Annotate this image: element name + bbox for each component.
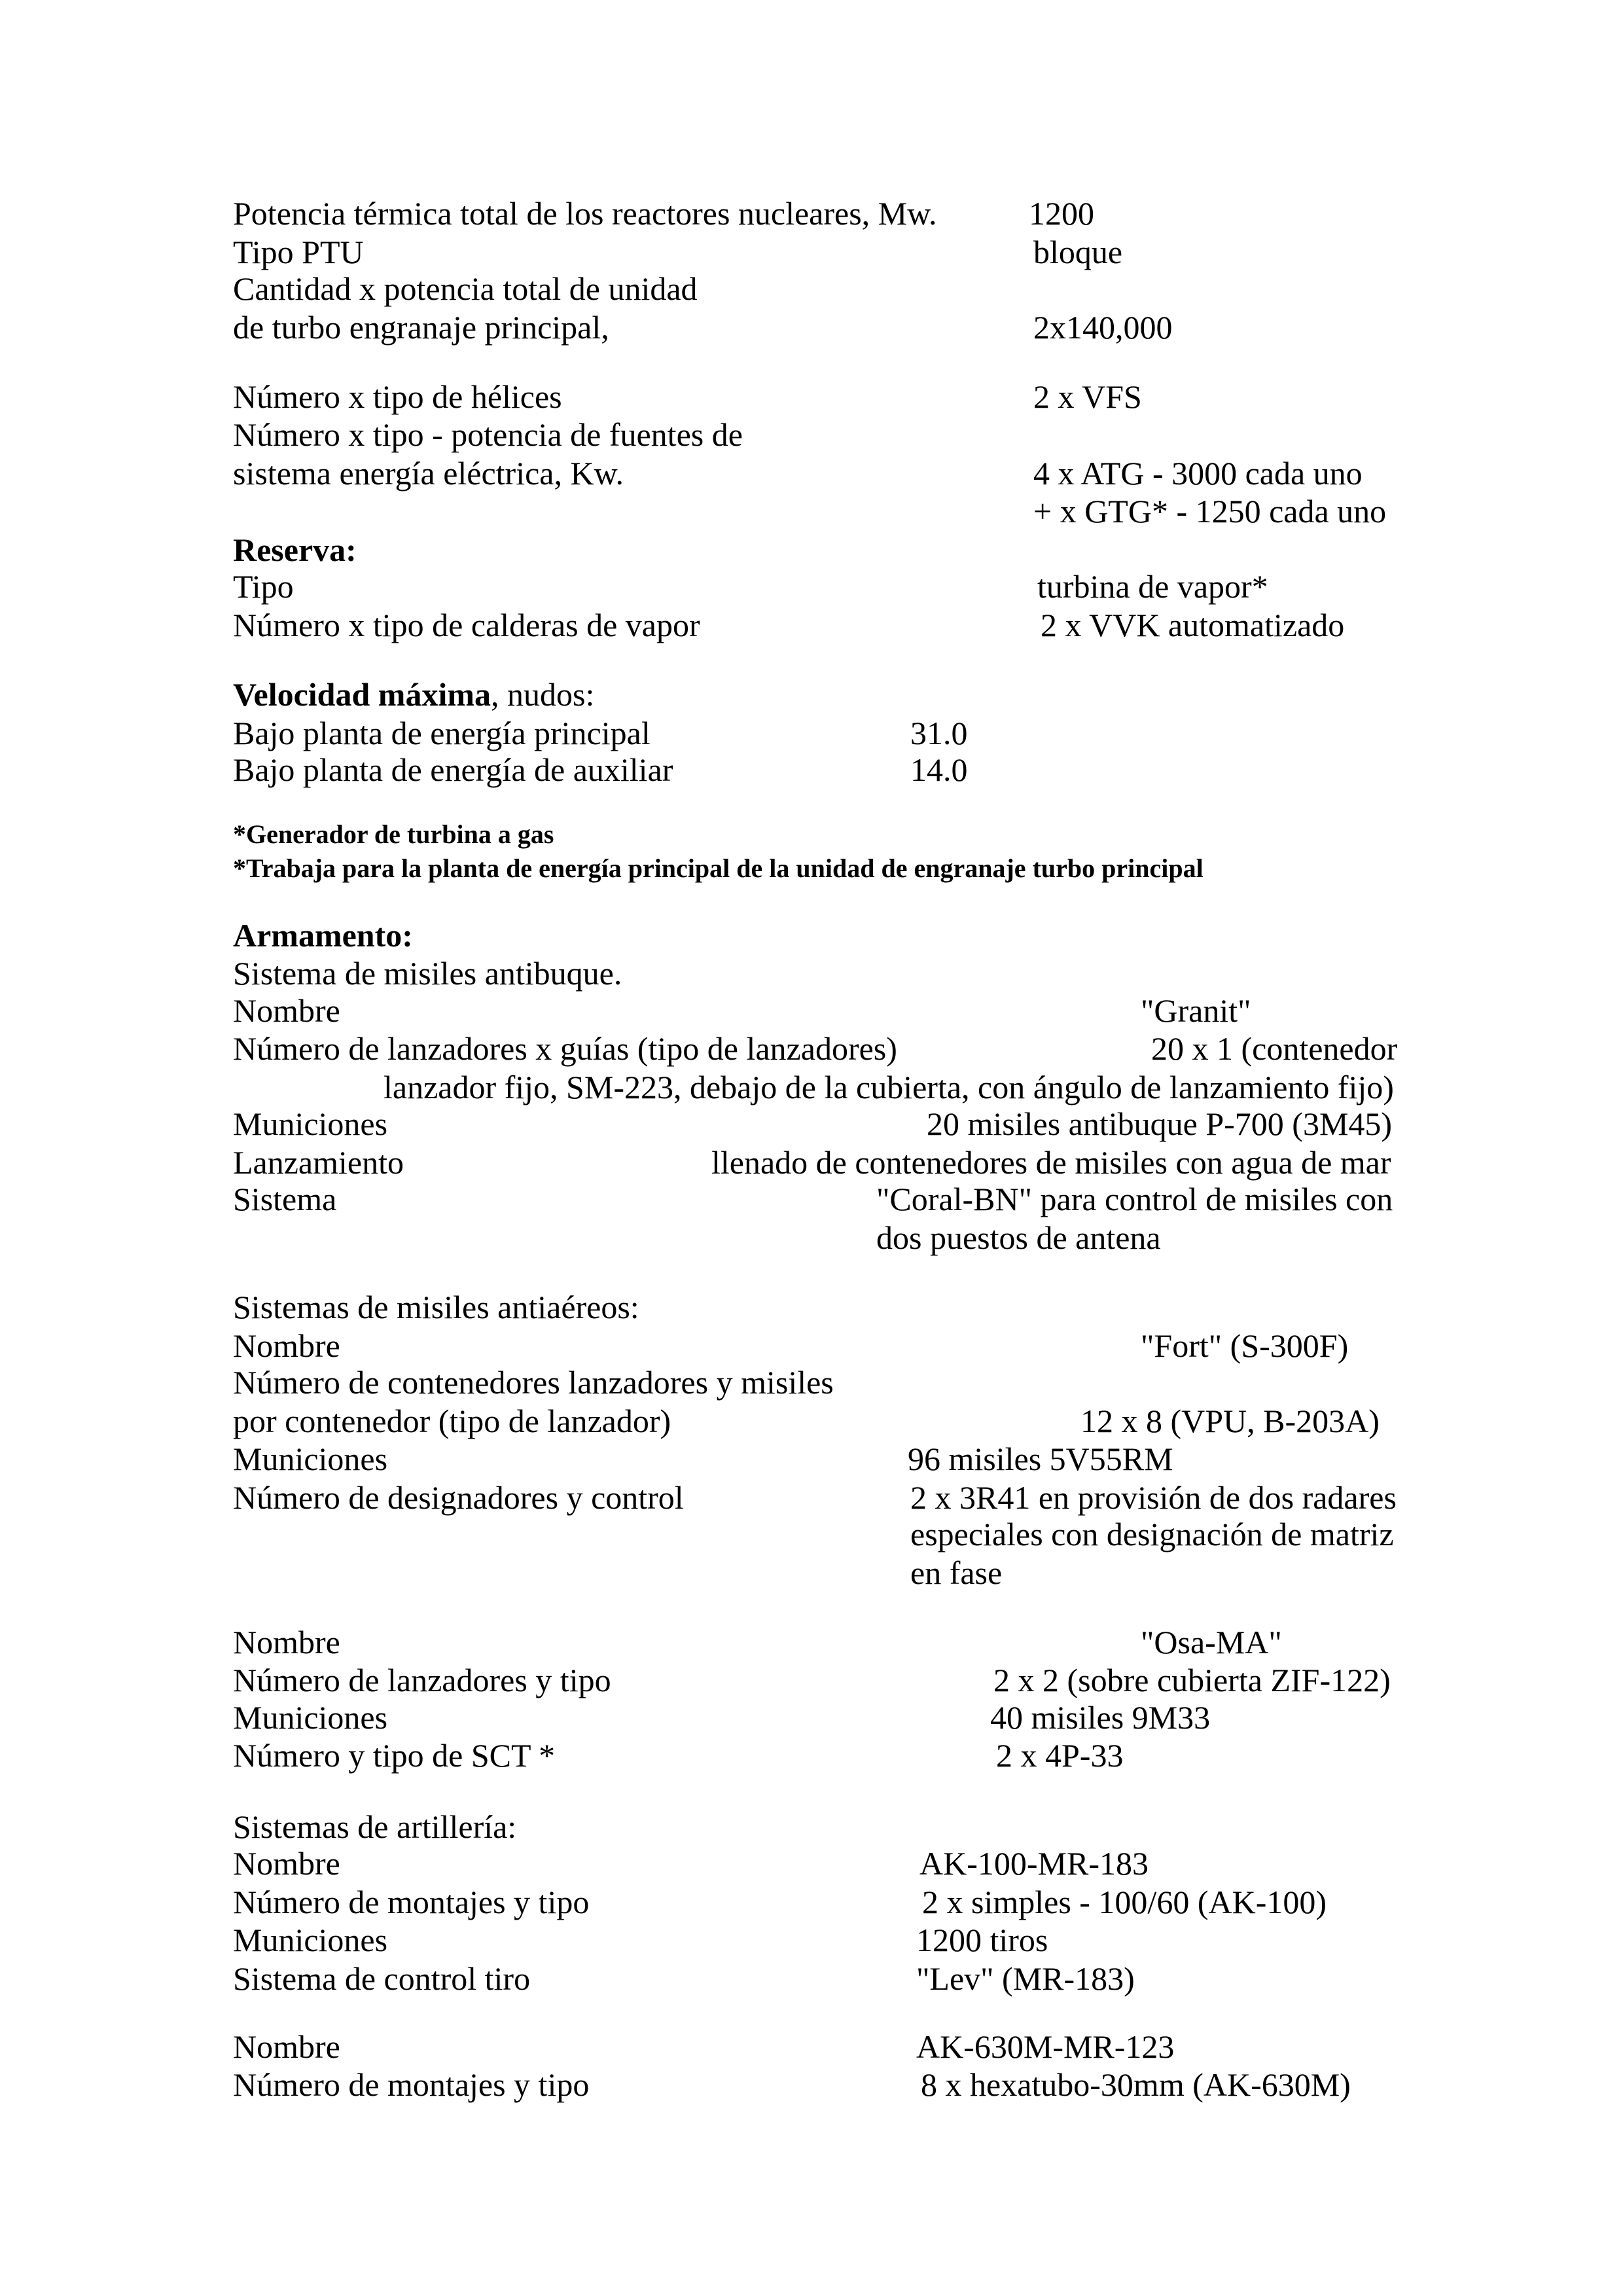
spec-value: 20 misiles antibuque P-700 (3M45) [927,1105,1393,1142]
spec-value: 2x140,000 [1033,309,1173,346]
spec-label: por contenedor (tipo de lanzador) [233,1403,671,1439]
spec-label: Lanzamiento [233,1144,404,1181]
spec-value: "Granit" [1141,992,1251,1029]
spec-label: Municiones [233,1922,388,1958]
spec-value: 1200 tiros [916,1922,1048,1958]
spec-value: "Lev" (MR-183) [916,1960,1135,1997]
spec-value: 14.0 [910,751,968,788]
subsection-heading: Sistema de misiles antibuque. [233,955,622,992]
spec-value: 8 x hexatubo-30mm (AK-630M) [921,2066,1351,2103]
spec-label: Sistema de control tiro [233,1960,531,1997]
spec-label: Tipo [233,568,294,605]
spec-label: Número de montajes y tipo [233,2066,590,2103]
spec-label: de turbo engranaje principal, [233,309,609,346]
spec-label: sistema energía eléctrica, Kw. [233,455,624,492]
spec-value: en fase [910,1554,1003,1591]
spec-value: turbina de vapor* [1037,568,1268,605]
spec-value: 40 misiles 9M33 [990,1699,1211,1736]
spec-value: AK-100-MR-183 [919,1845,1149,1882]
spec-value: 1200 [1029,195,1094,232]
subsection-heading: Sistemas de misiles antiaéreos: [233,1289,639,1325]
spec-value: "Fort" (S-300F) [1141,1327,1349,1364]
spec-label: Municiones [233,1105,388,1142]
spec-label: Bajo planta de energía de auxiliar [233,751,673,788]
spec-label: Municiones [233,1441,388,1477]
spec-value: 2 x VVK automatizado [1041,607,1345,643]
spec-label: Número x tipo - potencia de fuentes de [233,416,743,453]
footnote: *Trabaja para la planta de energía principal de la unidad de engranaje turbo principal [233,853,1204,883]
spec-label: Número x tipo de hélices [233,378,562,415]
spec-value: 4 x ATG - 3000 cada uno [1033,455,1363,492]
spec-label: Nombre [233,1845,340,1882]
spec-value: 96 misiles 5V55RM [908,1441,1173,1477]
spec-label: Potencia térmica total de los reactores nucleares, Mw. [233,195,937,232]
spec-label: Número de lanzadores x guías (tipo de lanzadores) [233,1030,897,1067]
subsection-heading: Sistemas de artillería: [233,1808,517,1845]
spec-label: Municiones [233,1699,388,1736]
spec-value: 31.0 [910,715,968,751]
spec-value: lanzador fijo, SM-223, debajo de la cubierta, con ángulo de lanzamiento fijo) [383,1069,1394,1105]
spec-value: 2 x VFS [1033,378,1142,415]
spec-label: Nombre [233,992,340,1029]
spec-label: Nombre [233,1327,340,1364]
spec-value: "Osa-MA" [1141,1624,1282,1660]
section-heading [233,675,594,713]
spec-value: 20 x 1 (contenedor [1151,1030,1398,1067]
spec-value: 2 x simples - 100/60 (AK-100) [922,1884,1327,1920]
spec-label: Nombre [233,1624,340,1660]
spec-value: especiales con designación de matriz [910,1516,1394,1552]
spec-value: dos puestos de antena [876,1219,1161,1256]
spec-label: Sistema [233,1181,337,1217]
section-heading: Reserva: [233,531,357,568]
heading-bold: Velocidad máxima [233,676,491,713]
spec-label: Número y tipo de SCT * [233,1737,556,1774]
spec-value: AK-630M-MR-123 [916,2028,1175,2065]
spec-value: 2 x 3R41 en provisión de dos radares [910,1479,1397,1516]
footnote: *Generador de turbina a gas [233,819,554,849]
spec-label: Nombre [233,2028,340,2065]
spec-value: bloque [1033,234,1123,270]
spec-label: Número x tipo de calderas de vapor [233,607,700,643]
spec-value: 12 x 8 (VPU, B-203A) [1080,1403,1380,1439]
spec-value: "Coral-BN" para control de misiles con [876,1181,1393,1217]
spec-label: Número de designadores y control [233,1479,684,1516]
spec-label: Cantidad x potencia total de unidad [233,270,698,307]
spec-label: Número de contenedores lanzadores y misiles [233,1364,834,1401]
spec-value: llenado de contenedores de misiles con agua de mar [711,1144,1391,1181]
heading-rest: , nudos: [491,676,595,713]
section-heading: Armamento: [233,917,413,954]
spec-label: Tipo PTU [233,234,364,270]
spec-value: 2 x 4P-33 [996,1737,1124,1774]
spec-value: + x GTG* - 1250 cada uno [1033,493,1387,529]
spec-label: Número de lanzadores y tipo [233,1662,611,1698]
spec-label: Bajo planta de energía principal [233,715,651,751]
spec-value: 2 x 2 (sobre cubierta ZIF-122) [993,1662,1391,1698]
spec-label: Número de montajes y tipo [233,1884,590,1920]
